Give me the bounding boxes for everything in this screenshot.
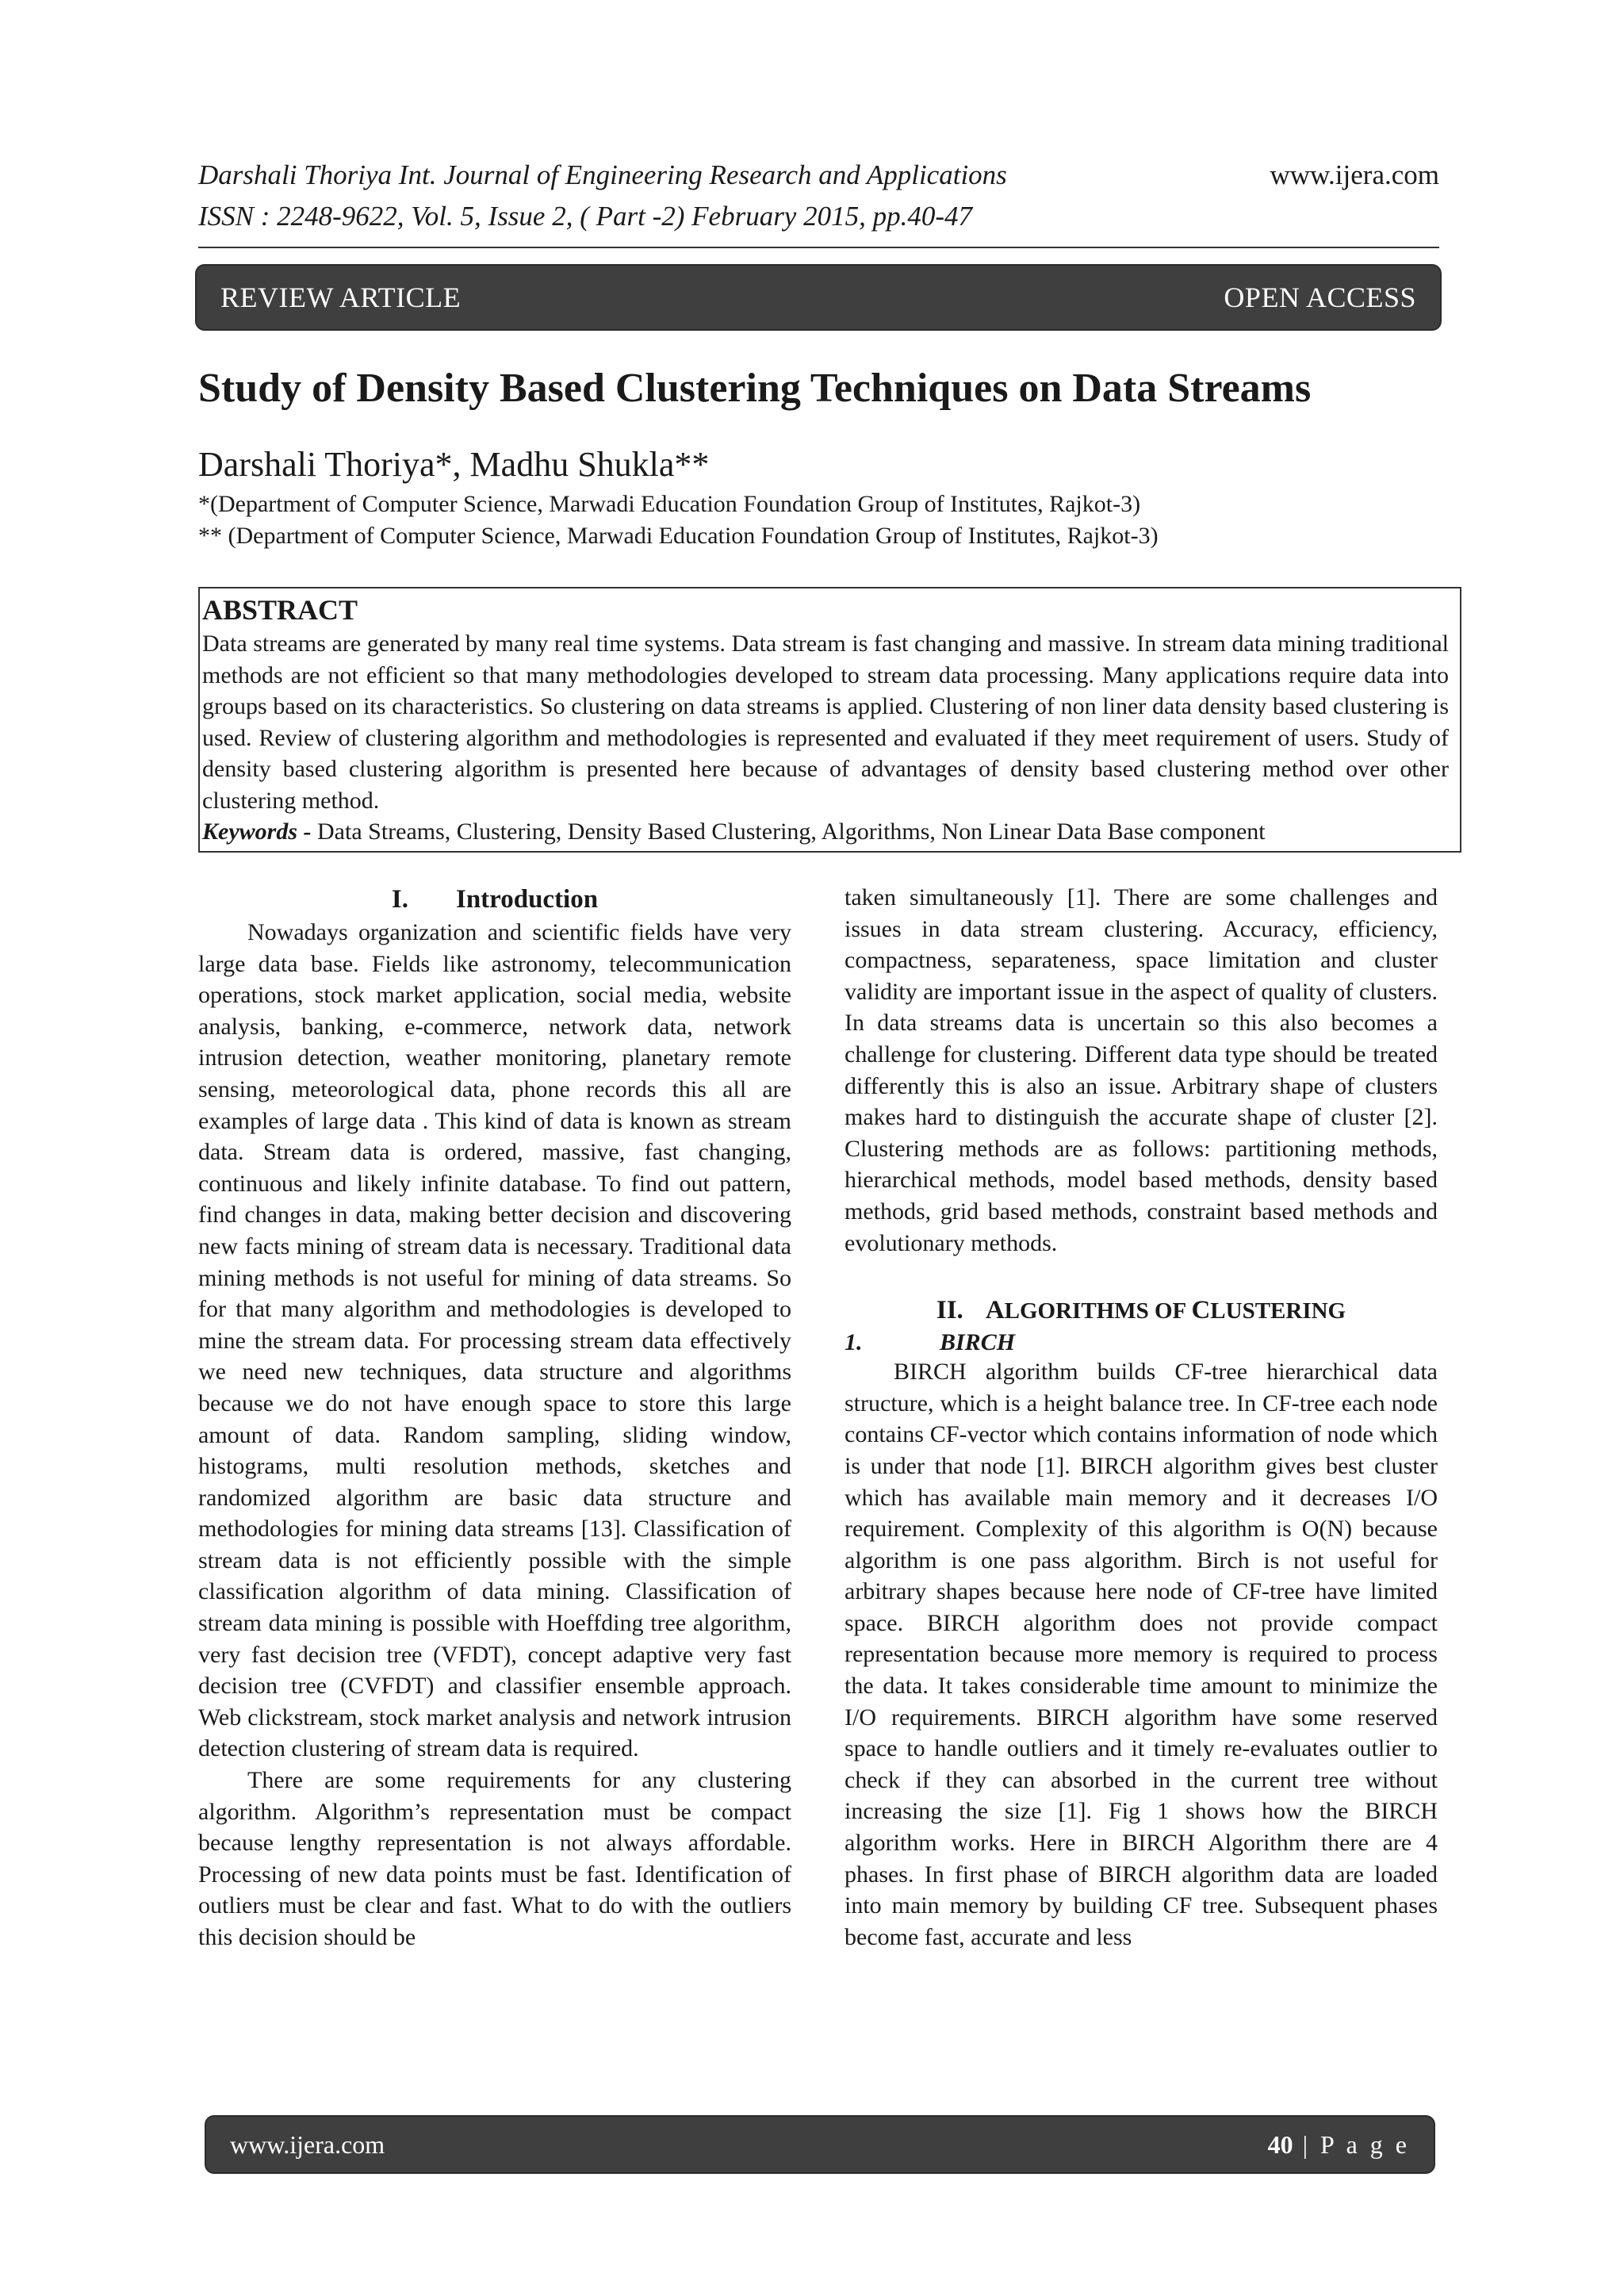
section-title-cap-a: A (985, 1296, 1005, 1325)
affiliation-2: ** (Department of Computer Science, Marwadi Education Foundation Group of Institutes, Rajkot-3) (198, 523, 1159, 549)
affiliation-1: *(Department of Computer Science, Marwadi Education Foundation Group of Institutes, Rajkot-3) (198, 491, 1141, 517)
issn-line: ISSN : 2248-9622, Vol. 5, Issue 2, ( Part -2) February 2015, pp.40-47 (198, 201, 973, 232)
section-title-end: LUSTERING (1210, 1298, 1346, 1324)
section-title: Introduction (455, 885, 599, 914)
open-access-label: OPEN ACCESS (1224, 282, 1416, 313)
header-line-1 (198, 155, 1439, 196)
abstract-box (198, 587, 1461, 853)
page-label: | P a g e (1293, 2129, 1410, 2159)
author-list: Darshali Thoriya*, Madhu Shukla** (198, 445, 710, 484)
page-indicator (1268, 2130, 1410, 2160)
paper-title: Study of Density Based Clustering Techniques on Data Streams (198, 366, 1312, 411)
section-heading-introduction (198, 882, 791, 917)
intro-paragraph-2: There are some requirements for any clustering algorithm. Algorithm’s representation must be compact because lengthy representation is not always affordable. Processing of new data points must be fast. Identification of outliers must be clear and fast. What to do with the outliers this decision should be (198, 1767, 791, 1950)
section-heading-algorithms (845, 1292, 1438, 1329)
subsection-title: BIRCH (940, 1329, 1016, 1356)
left-column (198, 882, 791, 1953)
running-header (198, 155, 1439, 248)
abstract-heading: ABSTRACT (202, 594, 358, 626)
keywords-list: Data Streams, Clustering, Density Based Clustering, Algorithms, Non Linear Data Base component (311, 818, 1266, 845)
intro-paragraph-3: taken simultaneously [1]. There are some challenges and issues in data stream clustering. Accuracy, efficiency, compactness, separateness, space limitation and cluster validity are important issue in the aspect of quality of clusters. In data streams data is uncertain so this also becomes a challenge for clustering. Different data type should be treated differently this is also an issue. Arbitrary shape of clusters makes hard to distinguish the accurate shape of cluster [2]. Clustering methods are as follows: partitioning methods, hierarchical methods, model based methods, density based methods, grid based methods, constraint based methods and evolutionary methods. (845, 884, 1438, 1256)
review-article-label: REVIEW ARTICLE (220, 282, 462, 313)
intro-paragraph-1: Nowadays organization and scientific fields have very large data base. Fields like astronomy, telecommunication operations, stock market application, social media, website analysis, banking, e-commerce, network data, network intrusion detection, weather monitoring, planetary remote sensing, meteorological data, phone records this all are examples of large data . This kind of data is known as stream data. Stream data is ordered, massive, fast changing, continuous and likely infinite database. To find out pattern, find changes in data, making better decision and discovering new facts mining of stream data is necessary. Traditional data mining methods is not useful for mining of data streams. So for that many algorithm and methodologies is developed to mine the stream data. For processing stream data effectively we need new techniques, data structure and algorithms because we do not have enough space to store this large amount of data. Random sampling, sliding window, histograms, multi resolution methods, sketches and randomized algorithm are basic data structure and methodologies for mining data streams [13]. Classification of stream data is not efficiently possible with the simple classification algorithm of data mining. Classification of stream data mining is possible with Hoeffding tree algorithm, very fast decision tree (VFDT), concept adaptive very fast decision tree (CVFDT) and classifier ensemble approach. Web clickstream, stock market analysis and network intrusion detection clustering of stream data is required. (198, 919, 791, 1762)
journal-website: www.ijera.com (1270, 159, 1439, 190)
footer-website: www.ijera.com (230, 2129, 385, 2159)
journal-name: Darshali Thoriya Int. Journal of Engineering Research and Applications (198, 159, 1007, 190)
keywords-line (202, 816, 1460, 848)
section-number: II. (936, 1296, 963, 1325)
section-number: I. (391, 885, 408, 914)
keywords-label: Keywords - (202, 818, 312, 845)
section-title-mid: LGORITHMS OF (1004, 1298, 1192, 1324)
birch-paragraph: BIRCH algorithm builds CF-tree hierarchical data structure, which is a height balance tree. In CF-tree each node contains CF-vector which contains information of node which is under that node [1]. BIRCH algorithm gives best cluster which has available main memory and it decreases I/O requirement. Complexity of this algorithm is O(N) because algorithm is one pass algorithm. Birch is not useful for arbitrary shapes because here node of CF-tree have limited space. BIRCH algorithm does not provide compact representation because more memory is required to process the data. It takes considerable time amount to minimize the I/O requirements. BIRCH algorithm have some reserved space to handle outliers and it timely re-evaluates outlier to check if they can absorbed in the current tree without increasing the size [1]. Fig 1 shows how the BIRCH algorithm works. Here in BIRCH Algorithm there are 4 phases. In first phase of BIRCH algorithm data are loaded into main memory by building CF tree. Subsequent phases become fast, accurate and less (845, 1359, 1438, 1950)
right-column (845, 882, 1438, 1953)
header-line-2 (198, 196, 1439, 237)
section-title-cap-c: C (1191, 1296, 1211, 1325)
page-footer (206, 2117, 1434, 2172)
subsection-heading-birch (845, 1329, 1438, 1356)
subsection-number: 1. (845, 1329, 863, 1356)
abstract-text: Data streams are generated by many real time systems. Data stream is fast changing and massive. In stream data mining traditional methods are not efficient so that many methodologies developed to stream data processing. Many applications require data into groups based on its characteristics. So clustering on data streams is applied. Clustering of non liner data density based clustering is used. Review of clustering algorithm and methodologies is represented and evaluated if they meet requirement of users. Study of density based clustering algorithm is presented here because of advantages of density based clustering method over other clustering method. (202, 631, 1449, 814)
article-type-banner (197, 266, 1440, 329)
page-number: 40 (1267, 2129, 1293, 2159)
